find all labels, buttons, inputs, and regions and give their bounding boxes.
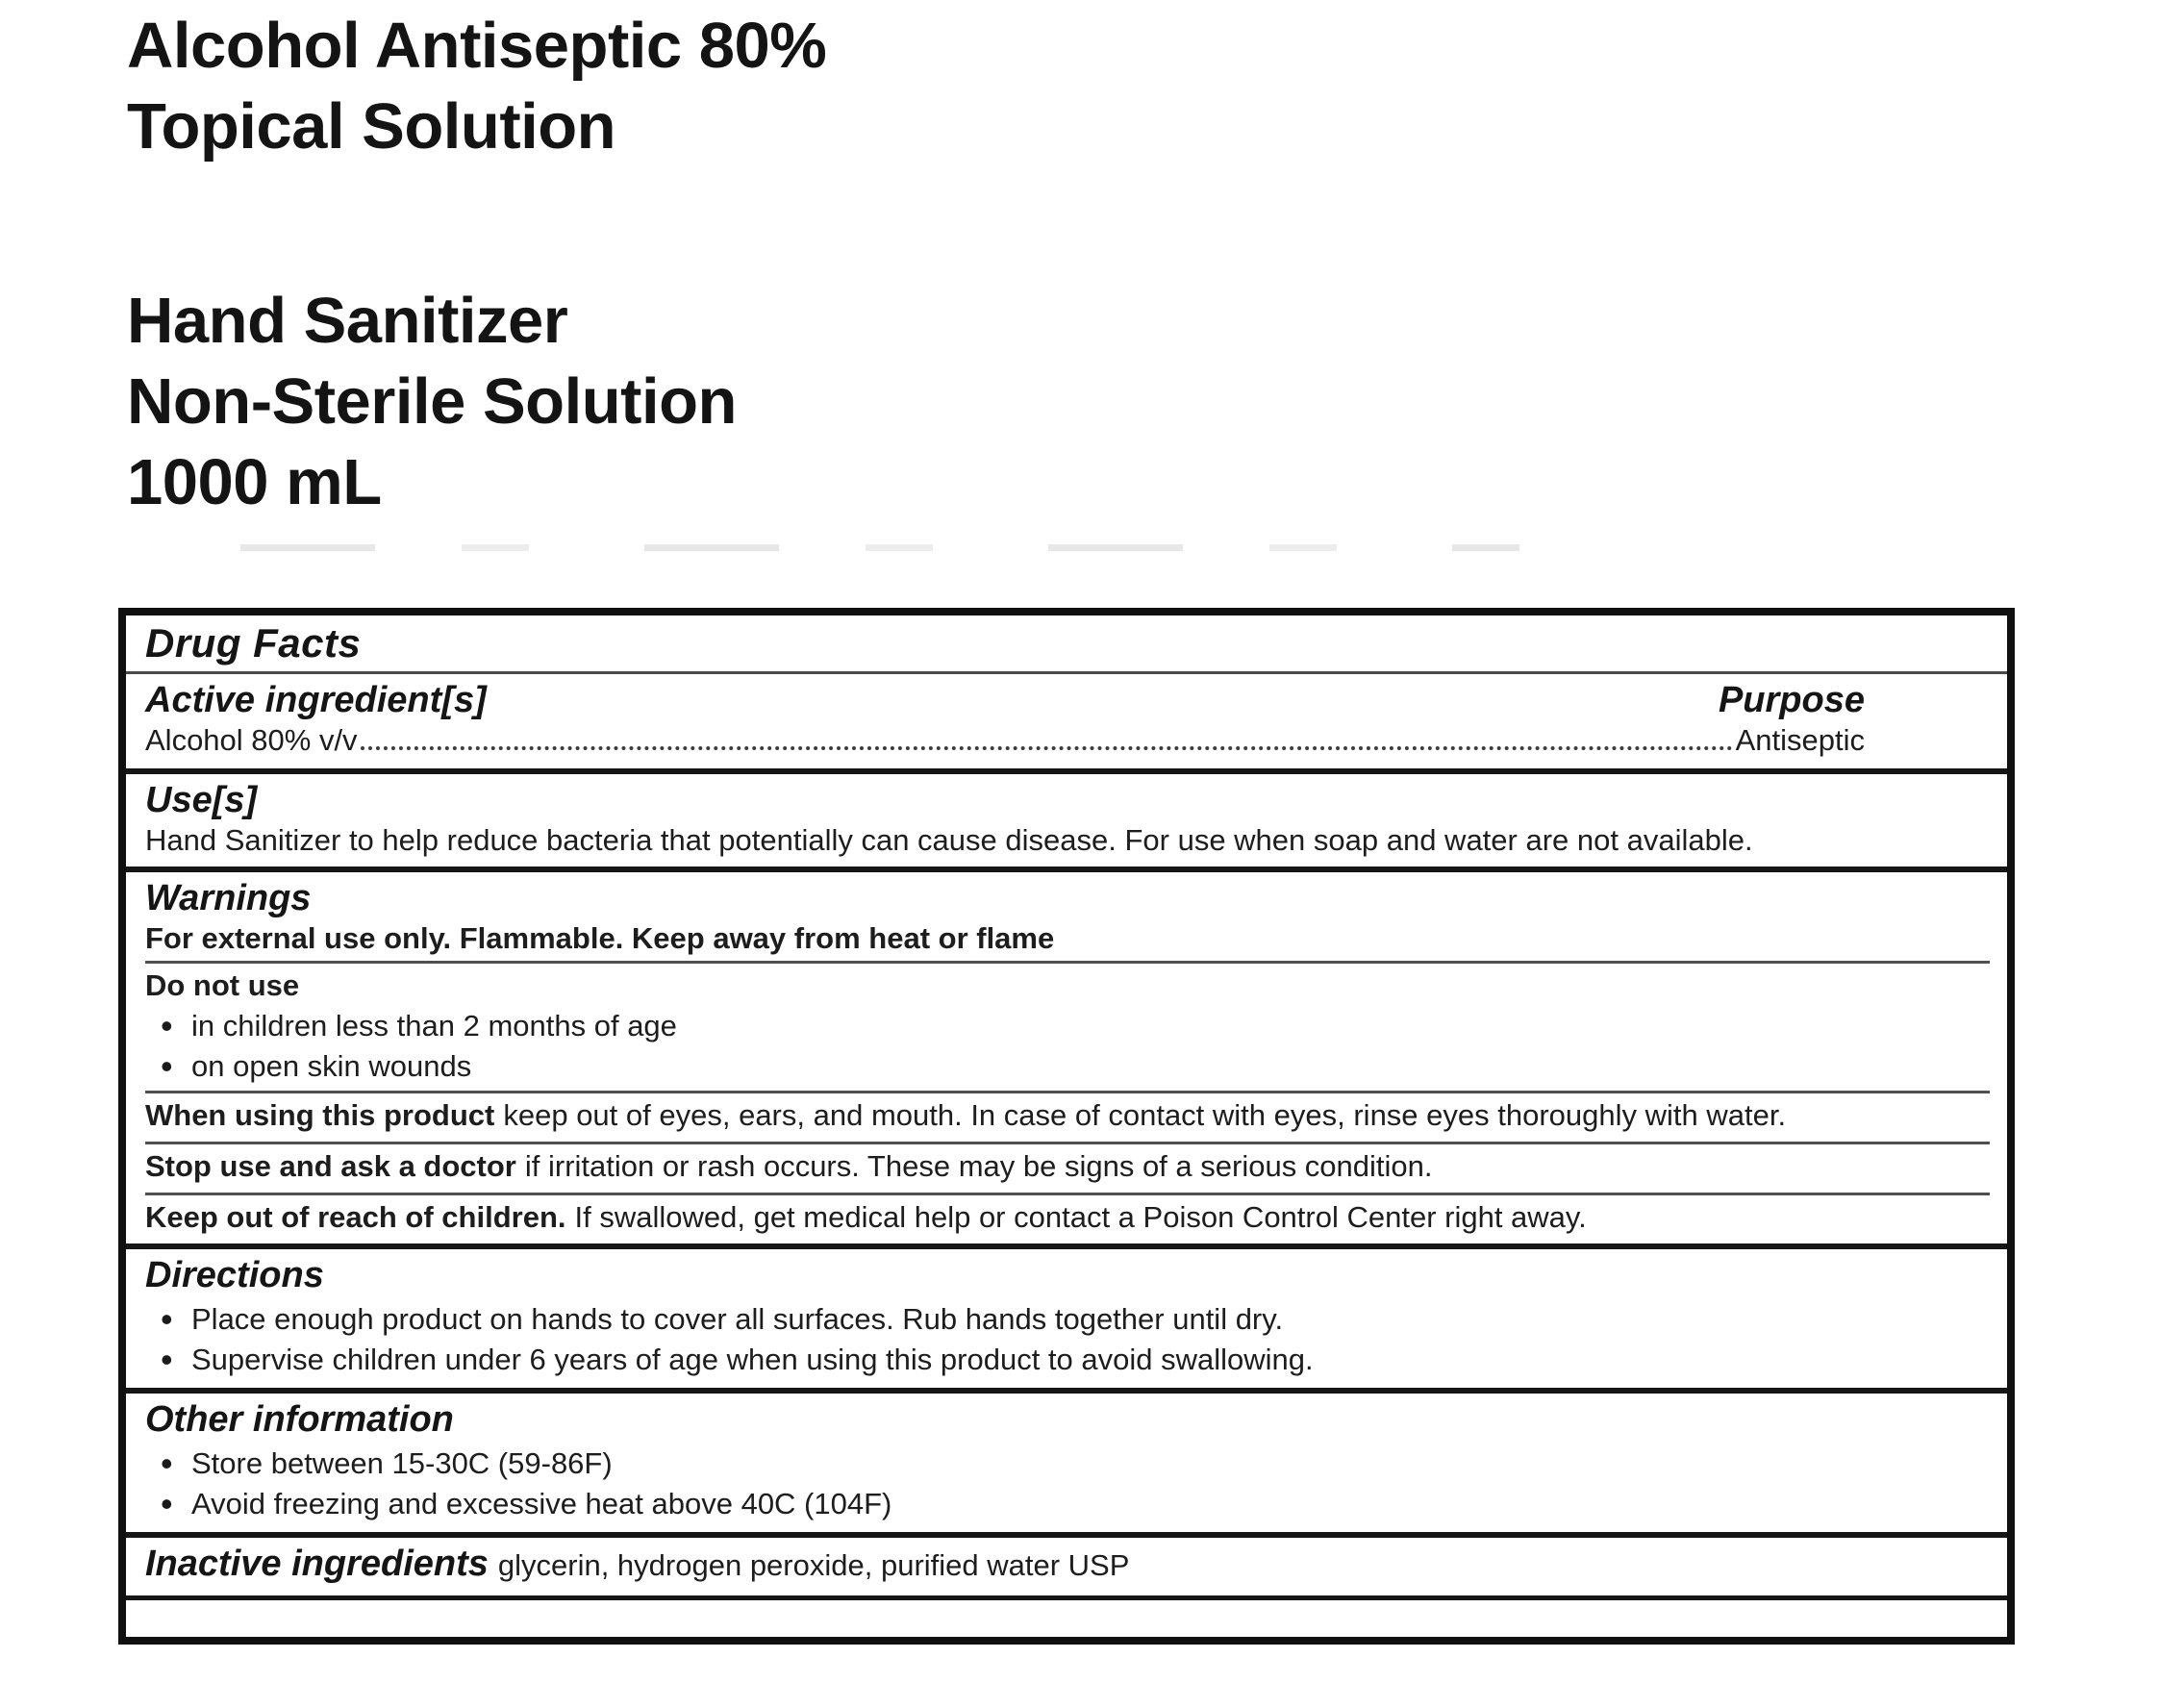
- active-ingredient-value: Alcohol 80% v/v: [145, 723, 358, 757]
- directions-heading: Directions: [145, 1255, 324, 1295]
- keep-out-block: [145, 1193, 1990, 1236]
- drug-facts-panel: [118, 608, 2015, 1645]
- do-not-use-block: [145, 961, 1990, 1087]
- empty-row: [126, 1595, 2007, 1637]
- uses-heading: Use[s]: [145, 780, 258, 820]
- product-title-line: Alcohol Antiseptic 80%: [127, 10, 827, 82]
- flammable-warning: For external use only. Flammable. Keep away from heat or flame: [145, 921, 1055, 955]
- do-not-use-item: • in children less than 2 months of age: [145, 1006, 1990, 1046]
- purpose-heading: Purpose: [1718, 680, 1865, 720]
- stop-use-block: [145, 1142, 1990, 1189]
- drug-facts-title-section: [126, 615, 2007, 671]
- drug-facts-title: Drug Facts: [145, 620, 362, 666]
- inactive-ingredients-section: [126, 1532, 2007, 1595]
- do-not-use-label: Do not use: [145, 968, 300, 1002]
- product-title-line: Topical Solution: [127, 90, 616, 163]
- uses-section: [126, 768, 2007, 867]
- other-information-heading: Other information: [145, 1399, 454, 1440]
- keep-out-text: If swallowed, get medical help or contact a Poison Control Center right away.: [574, 1200, 1587, 1234]
- active-ingredient-section: [126, 671, 2007, 768]
- other-info-item: • Avoid freezing and excessive heat above 40C (104F): [145, 1484, 1990, 1524]
- stop-use-label: Stop use and ask a doctor: [145, 1149, 516, 1183]
- stop-use-text: if irritation or rash occurs. These may be signs of a serious condition.: [524, 1149, 1433, 1183]
- direction-item: • Place enough product on hands to cover all surfaces. Rub hands together until dry.: [145, 1299, 1990, 1340]
- when-using-text: keep out of eyes, ears, and mouth. In case of contact with eyes, rinse eyes thoroughly with water.: [503, 1098, 1787, 1132]
- inactive-ingredients-text: glycerin, hydrogen peroxide, purified water USP: [497, 1548, 1130, 1582]
- product-subtitle-line: 1000 mL: [127, 446, 382, 518]
- keep-out-label: Keep out of reach of children.: [145, 1200, 566, 1234]
- other-information-section: [126, 1388, 2007, 1532]
- scan-artifact: [240, 544, 1519, 551]
- do-not-use-item: • on open skin wounds: [145, 1046, 1990, 1087]
- product-subtitle-line: Non-Sterile Solution: [127, 365, 737, 438]
- purpose-value: Antiseptic: [1735, 723, 1865, 757]
- other-info-item: • Store between 15-30C (59-86F): [145, 1444, 1990, 1484]
- dotted-leader: [361, 746, 1733, 750]
- when-using-label: When using this product: [145, 1098, 495, 1132]
- product-title-block: [127, 6, 826, 523]
- product-subtitle-line: Hand Sanitizer: [127, 285, 568, 357]
- direction-item: • Supervise children under 6 years of age when using this product to avoid swallowing.: [145, 1340, 1990, 1380]
- when-using-block: [145, 1091, 1990, 1138]
- uses-text: Hand Sanitizer to help reduce bacteria that potentially can cause disease. For use when soap and water are not available.: [145, 823, 1753, 857]
- active-ingredients-heading: Active ingredient[s]: [145, 680, 487, 720]
- warnings-section: [126, 867, 2007, 1243]
- directions-section: [126, 1243, 2007, 1388]
- warnings-heading: Warnings: [145, 878, 312, 918]
- inactive-ingredients-heading: Inactive ingredients: [145, 1544, 489, 1584]
